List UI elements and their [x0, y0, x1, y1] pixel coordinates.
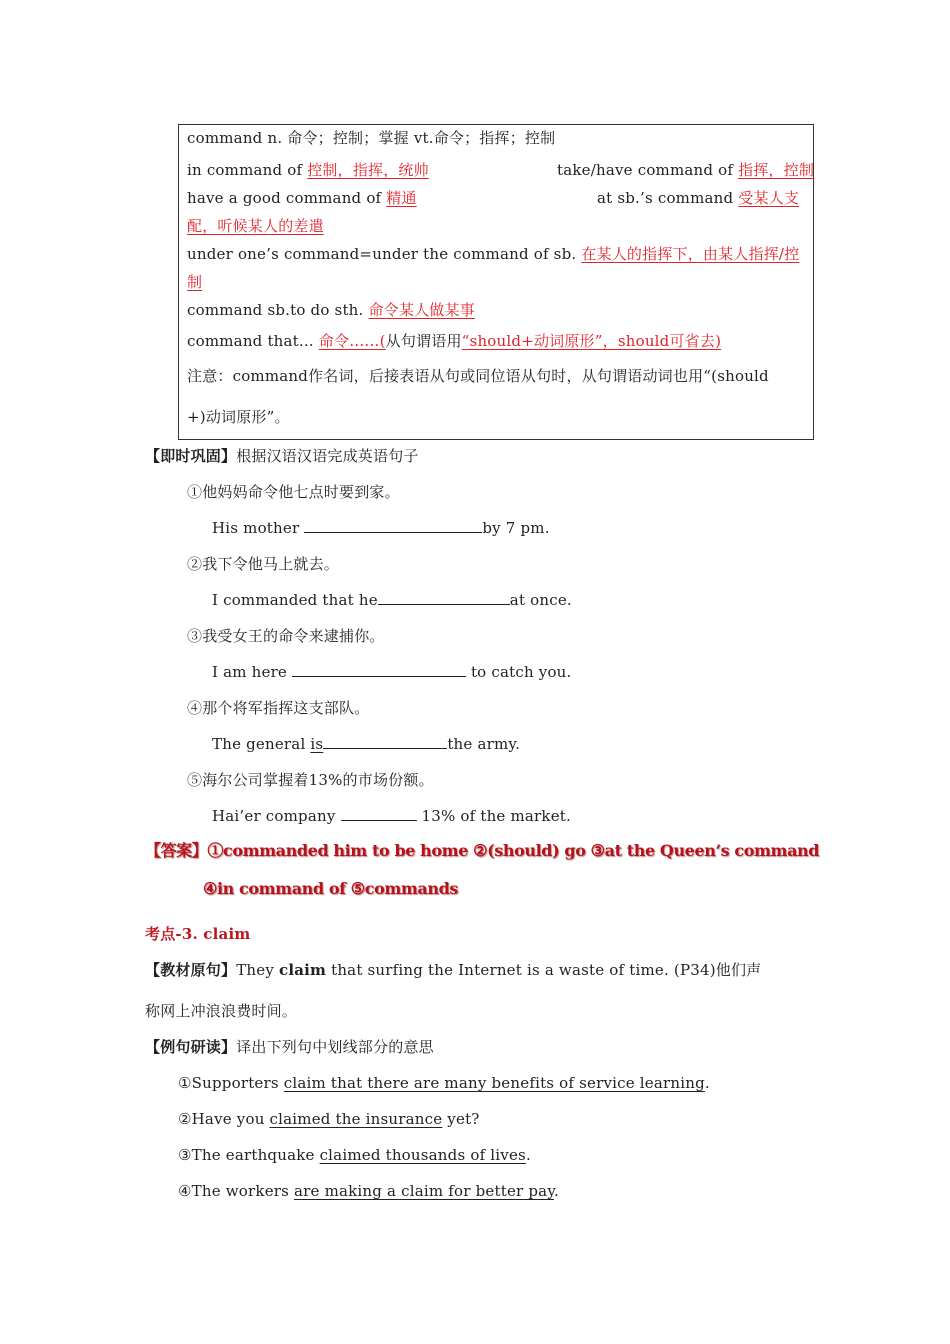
box-line-6: [187, 272, 202, 292]
red-text: 精通: [386, 189, 417, 207]
underlined-phrase: claim that there are many benefits of service learning: [283, 1074, 705, 1092]
answer-line-2: [203, 879, 458, 899]
answer-blank[interactable]: [341, 806, 417, 821]
red-text: 制: [187, 273, 203, 291]
underlined-phrase: are making a claim for better pay: [294, 1182, 554, 1200]
heading-label: 【例句研读】: [145, 1038, 237, 1056]
text: They: [236, 961, 279, 979]
heading-text: 译出下列句中划线部分的意思: [236, 1038, 434, 1056]
text: command n. 命令；控制；掌握 vt.命令；指挥；控制: [187, 129, 556, 147]
text: at once.: [509, 591, 572, 609]
text: 13% of the market.: [416, 807, 571, 825]
original-sentence-cont: [145, 1001, 297, 1021]
example-4: [178, 1181, 559, 1201]
answer-blank[interactable]: [292, 662, 466, 677]
heading-label: 【即时巩固】: [145, 447, 237, 465]
red-text: 指挥，控制: [738, 161, 815, 179]
answer-blank[interactable]: [304, 518, 482, 533]
underlined-word: is: [310, 735, 324, 753]
text: to catch you.: [465, 663, 572, 681]
text: the army.: [447, 735, 521, 753]
text: in command of: [187, 161, 308, 179]
text: command sb.to do sth.: [187, 301, 369, 319]
section-title: [145, 924, 250, 944]
box-line-4: [187, 216, 324, 236]
box-line-1: [187, 128, 555, 148]
answer-text: 【答案】①commanded him to be home ②(should) go ③at the Queen’s command: [145, 841, 820, 860]
text: ②我下令他马上就去。: [187, 555, 340, 573]
red-text: 命令……(: [318, 332, 386, 350]
text: .: [704, 1074, 710, 1092]
box-line-7: [187, 300, 475, 320]
text: that surfing the Internet is a waste of time. (P34)他们声: [326, 961, 762, 979]
text: ③The earthquake: [178, 1146, 320, 1164]
text: 从句谓语用: [385, 332, 462, 350]
example-3: [178, 1145, 531, 1165]
text: +)动词原形”。: [187, 408, 290, 426]
keyword: claim: [279, 961, 327, 979]
box-line-10: [187, 407, 290, 427]
text: The general: [212, 735, 311, 753]
box-line-9: [187, 366, 769, 386]
q4-chinese: [187, 698, 369, 718]
text: His mother: [212, 519, 305, 537]
box-line-3b: [597, 188, 799, 208]
q5-chinese: [187, 770, 434, 790]
underlined-phrase: claimed the insurance: [269, 1110, 443, 1128]
underlined-phrase: claimed thousands of lives: [319, 1146, 526, 1164]
text: 注意：command作名词，后接表语从句或同位语从句时，从句谓语动词也用“(should: [187, 367, 769, 385]
title-text: 考点-3. claim: [145, 925, 251, 943]
box-line-2a: [187, 160, 429, 180]
box-line-8: [187, 331, 721, 351]
q5-english: [212, 806, 571, 826]
red-text: 控制，指挥，统帅: [307, 161, 429, 179]
red-text: 配，听候某人的差遣: [187, 217, 324, 235]
text: command that...: [187, 332, 319, 350]
text: have a good command of: [187, 189, 387, 207]
q1-english: [212, 518, 550, 538]
heading-label: 【教材原句】: [145, 961, 237, 979]
text: I commanded that he: [212, 591, 378, 609]
answer-blank[interactable]: [378, 590, 510, 605]
text: ④The workers: [178, 1182, 295, 1200]
text: take/have command of: [557, 161, 739, 179]
text: at sb.’s command: [597, 189, 739, 207]
example-heading: [145, 1037, 434, 1057]
answer-text: ④in command of ⑤commands: [203, 879, 458, 898]
red-text: 受某人支: [738, 189, 800, 207]
box-line-2b: [557, 160, 814, 180]
red-text: 在某人的指挥下，由某人指挥/控: [581, 245, 800, 263]
text: under one’s command=under the command of sb.: [187, 245, 582, 263]
q4-english: [212, 734, 520, 754]
answer-line-1: [145, 841, 819, 861]
q2-chinese: [187, 554, 339, 574]
box-line-3a: [187, 188, 417, 208]
text: Hai’er company: [212, 807, 341, 825]
text: ③我受女王的命令来逮捕你。: [187, 627, 385, 645]
answer-blank[interactable]: [323, 734, 447, 749]
q3-chinese: [187, 626, 385, 646]
text: yet?: [442, 1110, 480, 1128]
original-sentence: [145, 960, 761, 980]
example-2: [178, 1109, 480, 1129]
text: 称网上冲浪浪费时间。: [145, 1002, 298, 1020]
box-line-5: [187, 244, 799, 264]
text: ④那个将军指挥这支部队。: [187, 699, 370, 717]
text: ①他妈妈命令他七点时要到家。: [187, 483, 400, 501]
red-text: “should+动词原形”，should可省去): [461, 332, 722, 350]
text: .: [554, 1182, 559, 1200]
heading-text: 根据汉语汉语完成英语句子: [236, 447, 419, 465]
red-text: 命令某人做某事: [368, 301, 475, 319]
text: ①Supporters: [178, 1074, 284, 1092]
practice-heading: [145, 446, 419, 466]
text: .: [525, 1146, 531, 1164]
q1-chinese: [187, 482, 400, 502]
q3-english: [212, 662, 572, 682]
text: by 7 pm.: [482, 519, 550, 537]
example-1: [178, 1073, 710, 1093]
text: ②Have you: [178, 1110, 270, 1128]
q2-english: [212, 590, 572, 610]
text: ⑤海尔公司掌握着13%的市场份额。: [187, 771, 434, 789]
text: I am here: [212, 663, 292, 681]
